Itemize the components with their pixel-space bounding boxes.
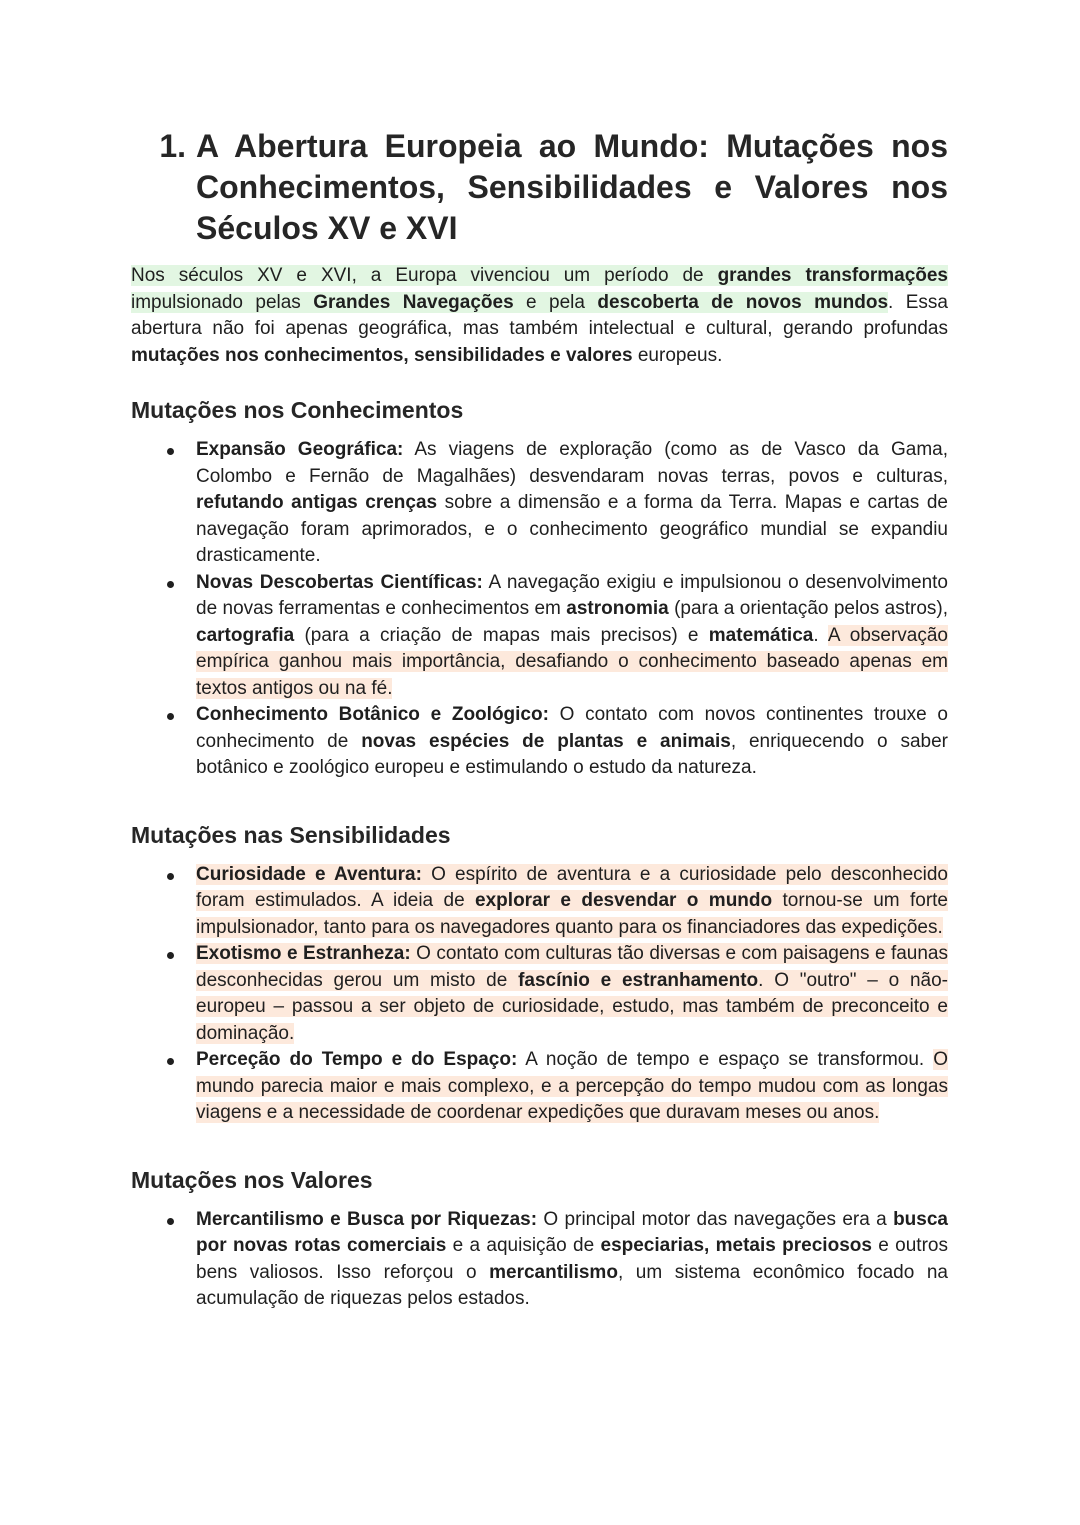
- bullet-icon: [167, 581, 174, 588]
- intro-bold: mutações nos conhecimentos, sensibilidades e valores: [131, 344, 633, 366]
- section-heading-valores: Mutações nos Valores: [131, 1166, 373, 1193]
- title-number: 1.: [159, 128, 186, 164]
- item-label: Exotismo e Estranheza:: [196, 943, 411, 964]
- intro-bold: grandes transformações: [717, 265, 949, 286]
- item-text: O contato com novos continentes trouxe o conhecimento de: [196, 704, 948, 752]
- list-item: [131, 1207, 948, 1313]
- item-bold: astronomia: [566, 598, 669, 619]
- item-bold: fascínio e estranhamento: [518, 969, 759, 991]
- item-label: Conhecimento Botânico e Zoológico:: [196, 704, 549, 725]
- item-text: , um sistema econômico focado na acumulação de riquezas pelos estados.: [196, 1261, 948, 1309]
- list-conhecimentos: [131, 437, 948, 782]
- item-text: A noção de tempo e espaço se transformou.: [517, 1049, 934, 1070]
- intro-highlight: [131, 265, 948, 313]
- list-item: [131, 941, 948, 1047]
- item-bold: refutando antigas crenças: [196, 492, 438, 513]
- bullet-icon: [167, 1058, 174, 1065]
- list-item: [131, 862, 948, 942]
- list-item: [131, 1047, 948, 1127]
- item-bold: matemática: [708, 624, 814, 646]
- item-text: As viagens de exploração (como as de Vasco da Gama, Colombo e Fernão de Magalhães) desvendaram novas terras, povos e culturas,: [196, 439, 948, 487]
- item-text: (para a criação de mapas mais precisos) e: [294, 624, 709, 646]
- intro-bold: Grandes Navegações: [313, 291, 514, 313]
- item-bold: busca por novas rotas comerciais: [196, 1208, 948, 1256]
- item-label: Perceção do Tempo e do Espaço:: [196, 1049, 518, 1070]
- item-label: Mercantilismo e Busca por Riquezas:: [196, 1208, 538, 1230]
- bullet-icon: [167, 713, 174, 720]
- item-text: sobre a dimensão e a forma da Terra. Mapas e cartas de navegação foram aprimorados, e o conhecimento geográfico mundial se expandiu drasticamente.: [196, 492, 948, 566]
- item-label: Curiosidade e Aventura:: [196, 863, 422, 885]
- item-label: Expansão Geográfica:: [196, 439, 404, 460]
- section-heading-sensibilidades: Mutações nas Sensibilidades: [131, 821, 451, 848]
- bullet-icon: [167, 952, 174, 959]
- list-item: [131, 570, 948, 703]
- item-text: O principal motor das navegações era a: [537, 1208, 894, 1230]
- page-title: [131, 126, 948, 249]
- intro-paragraph: [131, 263, 948, 369]
- item-bold: especiarias, metais preciosos: [600, 1235, 872, 1256]
- intro-text: e pela: [513, 291, 598, 313]
- item-text: O espírito de aventura e a curiosidade pelo desconhecido foram estimulados. A ideia de: [196, 863, 948, 911]
- item-text: .: [813, 624, 828, 646]
- bullet-icon: [167, 448, 174, 455]
- intro-text: europeus.: [632, 344, 723, 366]
- item-text: tornou-se um forte impulsionador, tanto para os navegadores quanto para os financiadores das expedições.: [196, 890, 948, 938]
- item-text: A navegação exigiu e impulsionou o desenvolvimento de novas ferramentas e conhecimentos em: [196, 571, 948, 619]
- item-highlight: A observação empírica ganhou mais importância, desafiando o conhecimento baseado apenas em textos antigos ou na fé.: [196, 624, 948, 699]
- item-text: . O "outro" – o não-europeu – passou a ser objeto de curiosidade, estudo, mas também de preconceito e dominação.: [196, 969, 948, 1044]
- item-highlight: [196, 864, 948, 938]
- document-page: [131, 126, 948, 1313]
- list-sensibilidades: [131, 862, 948, 1127]
- item-bold: novas espécies de plantas e animais: [361, 730, 731, 752]
- list-item: [131, 702, 948, 782]
- title-text: A Abertura Europeia ao Mundo: Mutações nos Conhecimentos, Sensibilidades e Valores nos Séculos XV e XVI: [196, 128, 948, 246]
- item-label: Novas Descobertas Científicas:: [196, 571, 483, 593]
- item-bold: cartografia: [196, 624, 295, 646]
- intro-text: Nos séculos XV e XVI, a Europa vivenciou um período de: [131, 265, 718, 286]
- item-text: O contato com culturas tão diversas e com paisagens e faunas desconhecidas gerou um misto de: [196, 943, 949, 991]
- item-bold: mercantilismo: [489, 1261, 618, 1283]
- item-text: e a aquisição de: [446, 1235, 601, 1256]
- intro-bold: descoberta de novos mundos: [597, 291, 889, 313]
- item-highlight: O mundo parecia maior e mais complexo, e a percepção do tempo mudou com as longas viagens e a necessidade de coordenar expedições que duravam meses ou anos.: [196, 1049, 948, 1123]
- item-text: , enriquecendo o saber botânico e zoológico europeu e estimulando o estudo da natureza.: [196, 730, 948, 778]
- bullet-icon: [167, 873, 174, 880]
- item-highlight: [196, 943, 948, 1044]
- item-text: (para a orientação pelos astros),: [668, 598, 949, 619]
- list-item: [131, 437, 948, 570]
- intro-text: impulsionado pelas: [131, 291, 314, 313]
- section-heading-conhecimentos: Mutações nos Conhecimentos: [131, 397, 464, 423]
- intro-text: . Essa abertura não foi apenas geográfica, mas também intelectual e cultural, gerando profundas: [131, 291, 948, 339]
- item-text: e outros bens valiosos. Isso reforçou o: [196, 1235, 948, 1283]
- bullet-icon: [167, 1218, 174, 1225]
- list-valores: [131, 1207, 948, 1313]
- item-bold: explorar e desvendar o mundo: [475, 890, 773, 911]
